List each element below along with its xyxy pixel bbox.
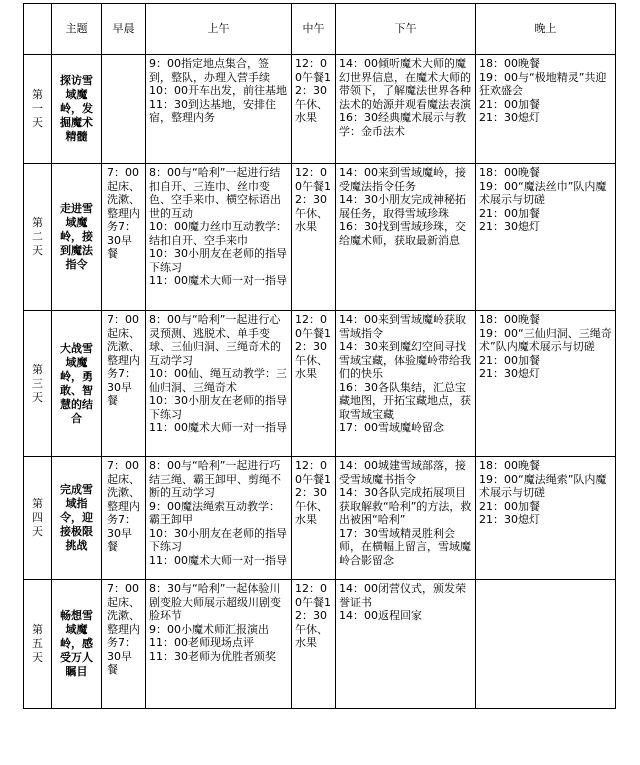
evening-cell <box>476 580 616 709</box>
noon-cell: 12：00午餐12：30午休、水果 <box>292 55 336 164</box>
am-item: 11：00老师现场点评 <box>149 636 254 649</box>
evening-item: 19：00“魔法绳索”队内魔术展示与切磋 <box>479 472 607 499</box>
evening-item: 18：00晚餐 <box>479 313 540 326</box>
am-item: 8：00与“哈利”一起进行巧结三绳、霸王卸甲、剪绳不断的互动学习 <box>149 459 281 499</box>
day-cell: 第一天 <box>24 55 52 164</box>
header-day <box>24 4 52 55</box>
table-row <box>24 55 616 164</box>
morning-cell <box>102 55 146 164</box>
evening-cell <box>476 164 616 311</box>
am-item: 10：00开车出发，前往基地 <box>149 84 287 97</box>
header-pm: 下午 <box>336 4 476 55</box>
evening-item: 21：30熄灯 <box>479 513 540 526</box>
noon-cell: 12：00午餐12：30午休、水果 <box>292 457 336 580</box>
pm-item: 14：00闭营仪式，颁发荣誉证书 <box>339 582 466 609</box>
pm-item: 17：30雪域精灵胜利会师，在横幅上留言，雪域魔岭合影留念 <box>339 526 471 567</box>
am-item: 9：00魔法绳索互动教学：霸王卸甲 <box>149 499 280 526</box>
pm-item: 14：30各队完成拓展项目获取解救“哈利”的方法，救出被困“哈利” <box>339 486 472 526</box>
am-cell <box>146 311 292 457</box>
day-cell: 第五天 <box>24 580 52 709</box>
theme-cell: 大战雪域魔岭，勇敢、智慧的结合 <box>52 311 102 457</box>
am-item: 11：00魔术大师一对一指导 <box>149 274 287 287</box>
am-item: 8：30与“哈利”一起体验川剧变脸大师展示超级川剧变脸环节 <box>149 582 281 622</box>
day-cell: 第三天 <box>24 311 52 457</box>
am-item: 10：00仙、绳互动教学：三仙归洞、三绳奇术 <box>149 367 287 394</box>
am-item: 10：30小朋友在老师的指导下练习 <box>149 247 287 274</box>
evening-item: 21：30熄灯 <box>479 367 540 380</box>
am-item: 10：30小朋友在老师的指导下练习 <box>149 394 287 421</box>
pm-item: 14：00来到雪域魔岭，接受魔法指令任务 <box>339 166 466 193</box>
table-row <box>24 164 616 311</box>
am-item: 8：00与“哈利”一起进行心灵预测、逃脱术、单手变球、三仙归洞、三绳奇术的互动学习 <box>149 313 281 367</box>
pm-item: 14：00城建雪域部落，接受雪域魔书指令 <box>339 459 466 486</box>
header-evening: 晚上 <box>476 4 616 55</box>
am-item: 9：00小魔术师汇报演出 <box>149 622 269 636</box>
pm-item: 14：30来到魔幻空间寻找雪域宝藏，体验魔岭带给我们的快乐 <box>339 340 471 380</box>
evening-item: 18：00晚餐 <box>479 166 540 179</box>
header-morning: 早晨 <box>102 4 146 55</box>
evening-item: 18：00晚餐 <box>479 57 540 70</box>
schedule-table <box>23 3 616 709</box>
evening-item: 19：00与“极地精灵”共迎狂欢盛会 <box>479 70 607 97</box>
evening-item: 18：00晚餐 <box>479 459 540 472</box>
evening-item: 19：00“魔法丝巾”队内魔术展示与切磋 <box>479 179 607 206</box>
theme-cell: 畅想雪域魔岭，感受万人瞩目 <box>52 580 102 709</box>
pm-item: 14：00来到雪域魔岭获取雪域指令 <box>339 313 466 340</box>
pm-cell <box>336 457 476 580</box>
am-item: 8：00与“哈利”一起进行结扣自开、三连巾、丝巾变色、空手来巾、横空标语出世的互动 <box>149 166 281 220</box>
pm-cell <box>336 580 476 709</box>
evening-item: 21：00加餐 <box>479 97 540 111</box>
evening-item: 21：30熄灯 <box>479 220 540 233</box>
evening-item: 21：00加餐 <box>479 206 540 220</box>
theme-cell: 完成雪域指令，迎接极限挑战 <box>52 457 102 580</box>
table-row <box>24 580 616 709</box>
day-cell: 第四天 <box>24 457 52 580</box>
pm-cell <box>336 55 476 164</box>
pm-item: 17：00雪域魔岭留念 <box>339 421 444 434</box>
header-theme: 主题 <box>52 4 102 55</box>
evening-cell <box>476 55 616 164</box>
day-cell: 第二天 <box>24 164 52 311</box>
evening-cell <box>476 457 616 580</box>
pm-cell <box>336 164 476 311</box>
table-row <box>24 457 616 580</box>
am-item: 11：00魔术大师一对一指导 <box>149 421 287 434</box>
pm-item: 14：30小朋友完成神秘拓展任务，取得雪域珍珠 <box>339 193 466 220</box>
pm-item: 14：00返程回家 <box>339 609 422 622</box>
morning-cell: 7：00起床、洗漱、整理内务7：30早餐 <box>102 164 146 311</box>
pm-cell <box>336 311 476 457</box>
evening-item: 21：00加餐 <box>479 499 540 513</box>
am-item: 9：00指定地点集合，签到，整队，办理入营手续 <box>149 57 270 84</box>
pm-item: 16：30各队集结，汇总宝藏地图，开拓宝藏地点，获取雪域宝藏 <box>339 380 471 421</box>
am-cell <box>146 55 292 164</box>
evening-item: 19：00“三仙归洞、三绳奇术”队内魔术展示与切磋 <box>479 326 612 353</box>
am-cell <box>146 580 292 709</box>
pm-item: 16：30经典魔术展示与教学：金币法术 <box>339 111 466 138</box>
theme-cell: 探访雪域魔岭，发掘魔术精髓 <box>52 55 102 164</box>
noon-cell: 12：00午餐12：30午休、水果 <box>292 311 336 457</box>
am-cell <box>146 457 292 580</box>
morning-cell: 7：00起床、洗漱、整理内务7：30早餐 <box>102 311 146 457</box>
am-cell <box>146 164 292 311</box>
header-row <box>24 4 616 55</box>
header-am: 上午 <box>146 4 292 55</box>
theme-cell: 走进雪域魔岭，接到魔法指令 <box>52 164 102 311</box>
noon-cell: 12：00午餐12：30午休、水果 <box>292 164 336 311</box>
am-item: 10：30小朋友在老师的指导下练习 <box>149 526 287 553</box>
morning-cell: 7：00起床、洗漱、整理内务7：30早餐 <box>102 457 146 580</box>
evening-cell <box>476 311 616 457</box>
morning-cell: 7：00起床、洗漱、整理内务7：30早餐 <box>102 580 146 709</box>
evening-item: 21：30熄灯 <box>479 111 540 124</box>
pm-item: 14：00倾听魔术大师的魔幻世界信息，在魔术大师的带领下，了解魔法世界各种法术的始源并观看魔法表演 <box>339 57 471 111</box>
am-item: 11：00魔术大师一对一指导 <box>149 553 287 567</box>
evening-item: 21：00加餐 <box>479 353 540 367</box>
table-row <box>24 311 616 457</box>
header-noon: 中午 <box>292 4 336 55</box>
noon-cell: 12：00午餐12：30午休、水果 <box>292 580 336 709</box>
am-item: 10：00魔力丝巾互动教学：结扣自开、空手来巾 <box>149 220 287 247</box>
pm-item: 16：30找到雪域珍珠，交给魔术师，获取最新消息 <box>339 220 466 247</box>
am-item: 11：30到达基地，安排住宿，整理内务 <box>149 97 276 124</box>
am-item: 11：30老师为优胜者颁奖 <box>149 649 276 663</box>
